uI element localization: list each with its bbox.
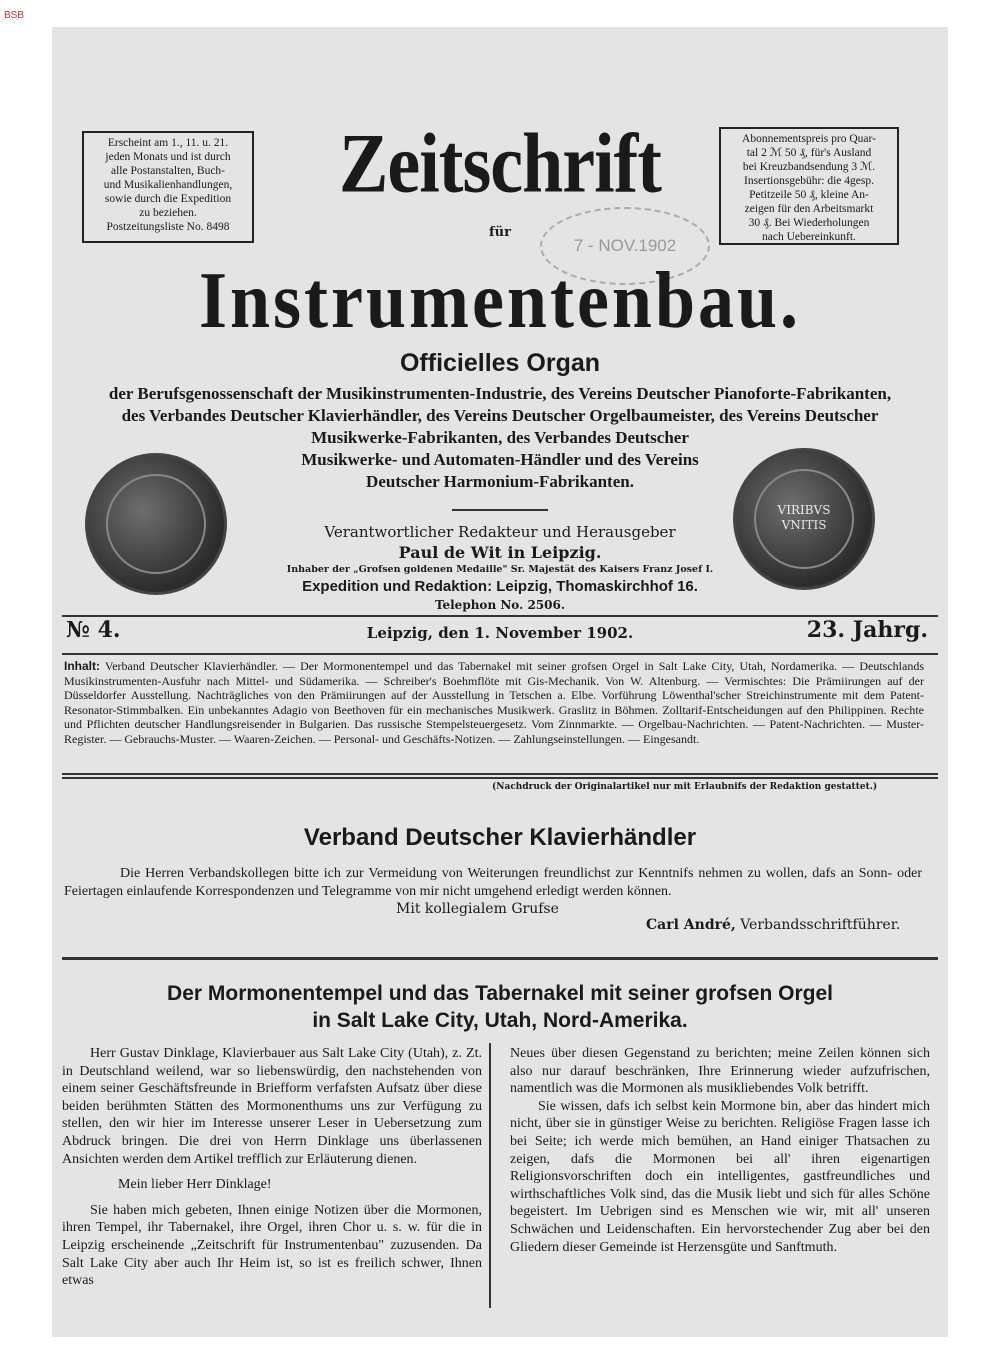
box-line: tal 2 ℳ 50 ₰, für's Ausland — [746, 147, 872, 159]
box-line: und Musikalienhandlungen, — [103, 179, 233, 191]
masthead-title-main: Instrumentenbau. — [198, 255, 802, 345]
rule — [62, 773, 938, 775]
issue-number: № 4. — [66, 617, 121, 643]
rule — [62, 653, 938, 655]
org-line: Musikwerke- und Automaten-Händler und des Vereins — [301, 450, 699, 469]
editor-name: Paul de Wit in Leipzig. — [398, 543, 602, 562]
editor-role: Verantwortlicher Redakteur und Herausgeber — [324, 523, 676, 541]
library-watermark: BSB — [4, 10, 25, 21]
organization-lines-narrow — [242, 427, 758, 493]
article-signoff: Mit kollegialem Grufse — [396, 901, 559, 917]
box-line: bei Kreuzbandsendung 3 ℳ. — [742, 161, 876, 173]
box-line: Erscheint am 1., 11. u. 21. — [107, 137, 229, 149]
newspaper-page — [52, 27, 948, 1337]
box-line: 30 ₰. Bei Wiederholungen — [748, 217, 870, 229]
telephone-number: Telephon No. 2506. — [434, 598, 566, 612]
article-paragraph: Sie haben mich gebeten, Ihnen einige Notizen über die Mormonen, ihren Tempel, ihr Tabernakel, ihre Orgel, ihren Chor u. s. w. für die in Leipzig erscheinende „Zeitschrift für Instrumentenbau" zuzusenden. Da Salt Lake City aber auch Ihr Heim ist, so ist es freilich schwer, Ihnen etwas — [62, 1202, 482, 1289]
article-heading: Verband Deutscher Klavierhändler — [303, 824, 697, 851]
article-paragraph: Die Herren Verbandskollegen bitte ich zur Vermeidung von Weiterungen freundlichst zur Kenntnifs nehmen zu wollen, dafs an Sonn- oder Feiertagen einlaufende Korrespondenzen und Telegramme von mir nicht umgehend erledigt werden können. — [64, 866, 922, 899]
signature-role: Verbandsschriftführer. — [735, 917, 901, 933]
received-stamp: 7 - NOV.1902 — [540, 207, 710, 285]
medal-holder-note: Inhaber der „Grofsen goldenen Medaille" Sr. Majestät des Kaisers Franz Josef I. — [286, 564, 714, 575]
issue-date: Leipzig, den 1. November 1902. — [366, 624, 634, 642]
org-line: Musikwerke-Fabrikanten, des Verbandes Deutscher — [311, 428, 689, 447]
box-line: zu beziehen. — [139, 207, 197, 219]
box-line: sowie durch die Expedition — [104, 193, 232, 205]
article-paragraph: Neues über diesen Gegenstand zu berichten; meine Zeilen können sich also nur darauf beschränken, Ihre Erinnerung wieder aufzufrischen, namentlich was die Mormonen als musikliebendes Volk betrifft. — [510, 1046, 930, 1097]
box-line: alle Postanstalten, Buch- — [110, 165, 226, 177]
rule — [62, 777, 938, 779]
heading-line: in Salt Lake City, Utah, Nord-Amerika. — [312, 1009, 688, 1032]
org-line: des Verbandes Deutscher Klavierhändler, des Vereins Deutscher Orgelbaumeister, des Vereins Deutscher — [121, 406, 879, 425]
section-rule — [62, 957, 938, 960]
masthead-fuer: für — [489, 225, 511, 240]
box-line: zeigen für den Arbeitsmarkt — [744, 203, 874, 215]
contents-text: Verband Deutscher Klavierhändler. — Der Mormonentempel und das Tabernakel mit seiner grofsen Orgel in Salt Lake City, Utah, Nordamerika. — Deutschlands Musikinstrumenten-Ausfuhr nach Mittel- und Südamerika. — Schreiber's Boehmflöte mit Gis-Mechanik. Von W. Altenburg. — Vermischtes: Die Prämiirungen auf der Düsseldorfer Ausstellung. Nachträgliches von den Prämiirungen auf der Ausstellung in Tetschen a. Elbe. Vorführung Löwenthal'scher Streichinstrumente mit dem Patent-Resonator-Stimmbalken. Ein unbekanntes Adagio von Beethoven für ein mechanisches Musikwerk. Graslitz in Böhmen. Zolltarif-Entscheidungen auf den Philippinen. Rechte und Pflichten deutscher Handlungsreisender in Bulgarien. Das russische Stempelsteuergesetz. Vom Zinnmarkte. — Orgelbau-Nachrichten. — Patent-Nachrichten. — Muster-Register. — Gebrauchs-Muster. — Waaren-Zeichen. — Personal- und Geschäfts-Notizen. — Zahlungseinstellungen. — Eingesandt. — [64, 659, 924, 746]
table-of-contents — [64, 659, 924, 747]
article-heading — [52, 980, 948, 1034]
box-line: jeden Monats und ist durch — [105, 151, 231, 163]
ornamental-divider — [452, 509, 548, 511]
masthead-title-top: Zeitschrift — [339, 116, 661, 212]
letter-greeting: Mein lieber Herr Dinklage! — [118, 1177, 272, 1193]
box-line: Insertionsgebühr: die 4gesp. — [744, 175, 874, 187]
organ-subtitle: Officielles Organ — [399, 349, 601, 377]
box-line: Postzeitungsliste No. 8498 — [106, 221, 230, 233]
article-signature — [646, 917, 900, 933]
organization-lines — [52, 383, 948, 427]
editorial-address: Expedition und Redaktion: Leipzig, Thomaskirchhof 16. — [302, 578, 698, 595]
reprint-notice: (Nachdruck der Originalartikel nur mit Erlaubnifs der Redaktion gestattet.) — [492, 782, 878, 792]
article-paragraph: Herr Gustav Dinklage, Klavierbauer aus Salt Lake City (Utah), z. Zt. in Deutschland weilend, war so liebenswürdig, den nachstehenden von einem seiner Geschäftsfreunde in Briefform verfafsten Aufsatz über diese beiden berühmten Stätten des Mormonenthums uns zur Verfügung zu stellen, den wir hier im Interesse unserer Leser in Uebersetzung zum Abdruck bringen. Die drei von Herrn Dinklage uns überlassenen Ansichten werden dem Artikel trefflich zur Erläuterung dienen. — [62, 1046, 482, 1167]
article-column-left — [62, 1045, 482, 1290]
signature-name: Carl André, — [646, 917, 736, 933]
heading-line: Der Mormonentempel und das Tabernakel mit seiner grofsen Orgel — [167, 982, 833, 1005]
issue-year: 23. Jahrg. — [806, 617, 928, 643]
column-rule — [489, 1043, 491, 1308]
medal-motto-line: VIRIBVS — [777, 503, 831, 517]
article-body — [64, 865, 922, 901]
org-line: der Berufsgenossenschaft der Musikinstrumenten-Industrie, des Vereins Deutscher Pianoforte-Fabrikanten, — [108, 384, 892, 403]
box-line: nach Uebereinkunft. — [762, 231, 856, 243]
contents-label: Inhalt: — [64, 659, 100, 673]
article-column-right — [510, 1045, 930, 1256]
box-line: Petitzeile 50 ₰, kleine An- — [749, 189, 869, 201]
org-line: Deutscher Harmonium-Fabrikanten. — [366, 472, 634, 491]
box-line: Abonnementspreis pro Quar- — [742, 133, 876, 145]
article-paragraph: Sie wissen, dafs ich selbst kein Mormone bin, aber das hindert mich nicht, über sie in günstiger Weise zu berichten. Religiöse Fragen lasse ich bei Seite; ich werde mich bemühen, an Hand einiger Thatsachen zu zeigen, dafs die Mormonen bei all' ihren eigenartigen Religionsvorschriften doch ein intelligentes, gastfreundliches und wirthschaftliches Volk sind, das die Musik liebt und sich für alles Schöne begeistert. Im Uebrigen sind es Menschen wie wir, mit all' unseren Schwächen und Leidenschaften. Ein hervorstechender Zug aber bei den Gliedern dieser Gemeinde ist Herzensgüte und Sanftmuth. — [510, 1098, 930, 1255]
medal-motto-line: VNITIS — [781, 518, 827, 532]
